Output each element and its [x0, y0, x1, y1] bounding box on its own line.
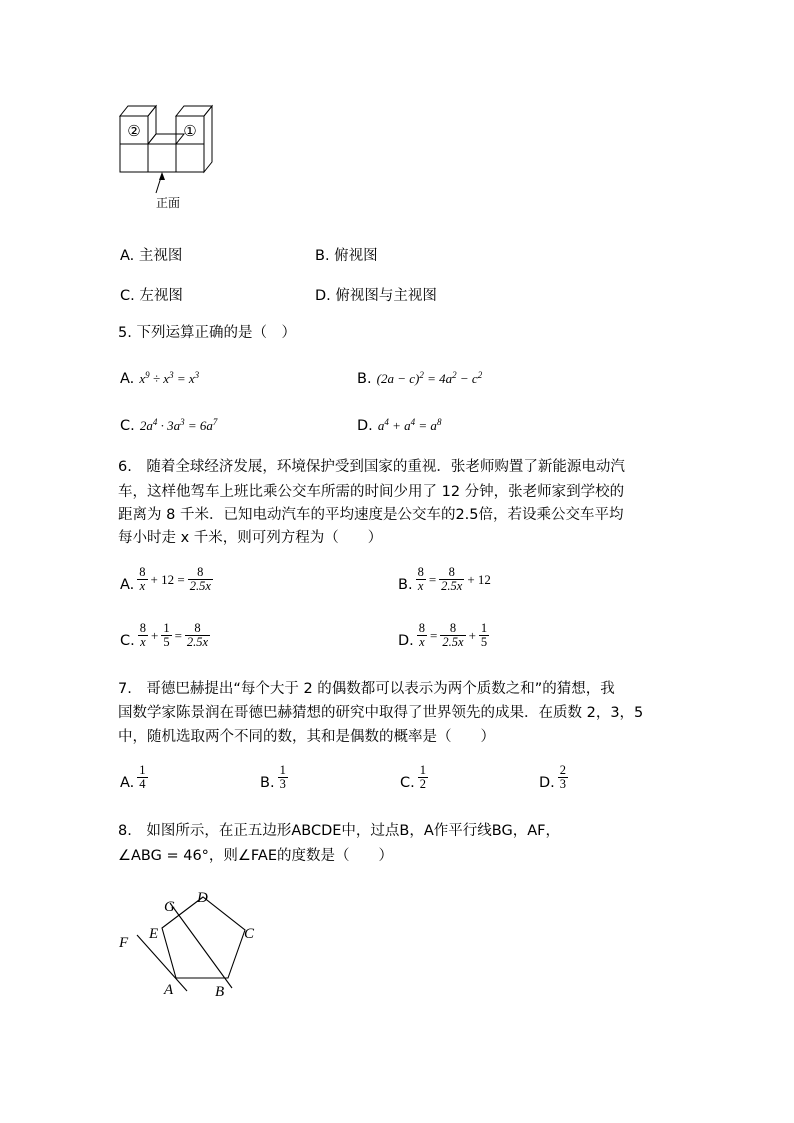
- q4-option-d: [315, 284, 437, 305]
- q7-option-b: [260, 764, 288, 791]
- fraction: $\frac{8}{2.5x}$: [441, 565, 463, 593]
- q4-option-b: [315, 244, 378, 265]
- fraction: $\frac{1}{4}$: [139, 763, 146, 791]
- option-letter: D.: [539, 775, 555, 791]
- fraction: $\frac{8}{x}$: [139, 621, 146, 649]
- q6-option-a: [120, 566, 213, 593]
- option-formula: $(2a - c)^2 = 4a^2 - c^2$: [376, 370, 483, 386]
- line-af: [137, 935, 187, 991]
- fraction: $\frac{1}{5}$: [480, 621, 488, 649]
- q6-stem-line4: 每小时走 x 千米，则可列方程为（ ）: [118, 530, 383, 546]
- q4-option-a: [120, 244, 182, 265]
- option-letter: B.: [315, 248, 330, 264]
- option-letter: A.: [120, 371, 135, 387]
- fraction: $\frac{8}{2.5x}$: [186, 621, 209, 649]
- option-letter: C.: [400, 775, 415, 791]
- fraction: $\frac{2}{3}$: [559, 763, 567, 791]
- q5-option-b: [357, 368, 482, 387]
- option-operator: + 12: [467, 571, 491, 587]
- q7-stem-line3: 中，随机选取两个不同的数，其和是偶数的概率是（ ）: [118, 729, 495, 745]
- option-text: 俯视图: [334, 248, 378, 264]
- q4-block-figure: [110, 100, 230, 215]
- fraction: $\frac{1}{5}$: [163, 621, 170, 649]
- option-operator: =: [174, 627, 182, 643]
- option-formula: $x^9 \div x^3 = x^3$: [139, 370, 200, 386]
- q7-option-a: [120, 764, 148, 791]
- q6-option-b: [398, 566, 491, 593]
- q6-stem-line2: 车，这样他驾车上班比乘公交车所需的时间少用了 12 分钟，张老师家到学校的: [118, 484, 625, 500]
- pentagon-figure: [110, 880, 280, 1010]
- q8-stem-line2: ∠ABG = 46°，则∠FAE的度数是（ ）: [118, 848, 394, 864]
- fraction: $\frac{1}{2}$: [419, 763, 426, 791]
- option-text: 主视图: [138, 248, 183, 264]
- q4-option-c: [120, 284, 183, 305]
- option-letter: C.: [120, 288, 135, 304]
- option-letter: D.: [357, 418, 373, 434]
- block-left-label: ②: [127, 122, 141, 140]
- q8-stem-line1: 8. 如图所示，在正五边形ABCDE中，过点B，A作平行线BG，AF，: [118, 823, 560, 839]
- option-formula: $a^4 + a^4 = a^8$: [377, 417, 442, 433]
- option-operator: =: [430, 627, 438, 643]
- option-operator: +: [150, 627, 159, 643]
- option-operator: =: [428, 571, 437, 587]
- q7-stem-line1: 7. 哥德巴赫提出“每个大于 2 的偶数都可以表示为两个质数之和”的猜想，我: [118, 681, 615, 697]
- q5-option-a: [120, 368, 199, 387]
- label-f: F: [119, 935, 129, 951]
- fraction: $\frac{8}{2.5x}$: [442, 621, 464, 649]
- option-letter: A.: [120, 577, 135, 593]
- q6-stem-line1: 6. 随着全球经济发展，环境保护受到国家的重视．张老师购置了新能源电动汽: [118, 459, 625, 475]
- fraction: $\frac{8}{x}$: [417, 565, 424, 593]
- label-b: B: [215, 984, 225, 1000]
- option-operator: +: [468, 627, 476, 643]
- option-text: 左视图: [139, 288, 183, 304]
- q5-option-c: [120, 415, 217, 434]
- option-letter: D.: [315, 288, 331, 304]
- label-d: D: [197, 890, 208, 906]
- q5-stem: 5. 下列运算正确的是（ ）: [118, 325, 296, 341]
- fraction: $\frac{1}{3}$: [279, 763, 286, 791]
- option-letter: B.: [398, 577, 413, 593]
- block-right-label: ①: [183, 122, 197, 140]
- q6-option-c: [120, 622, 210, 649]
- option-formula: $2a^4 \cdot 3a^3 = 6a^7$: [139, 417, 218, 433]
- q7-stem-line2: 国数学家陈景润在哥德巴赫猜想的研究中取得了世界领先的成果．在质数 2，3，5: [118, 705, 644, 721]
- option-letter: A.: [120, 775, 135, 791]
- label-g: G: [164, 899, 175, 915]
- option-letter: D.: [398, 633, 414, 649]
- q7-option-d: [539, 764, 568, 791]
- line-bg: [170, 903, 232, 988]
- q5-option-d: [357, 415, 441, 434]
- option-letter: B.: [260, 775, 275, 791]
- option-letter: C.: [120, 418, 135, 434]
- front-label: 正面: [155, 196, 181, 210]
- q6-stem-line3: 距离为 8 千米．已知电动汽车的平均速度是公交车的2.5倍，若设乘公交车平均: [118, 507, 624, 523]
- q7-option-c: [400, 764, 428, 791]
- option-operator: + 12 =: [150, 571, 185, 587]
- fraction: $\frac{8}{x}$: [139, 565, 146, 593]
- label-e: E: [149, 926, 159, 942]
- fraction: $\frac{8}{x}$: [418, 621, 426, 649]
- option-letter: C.: [120, 633, 135, 649]
- option-letter: B.: [357, 371, 372, 387]
- label-c: C: [244, 926, 255, 942]
- label-a: A: [164, 982, 174, 998]
- option-text: 俯视图与主视图: [335, 288, 437, 304]
- q6-option-d: [398, 622, 489, 649]
- option-letter: A.: [120, 248, 135, 264]
- fraction: $\frac{8}{2.5x}$: [189, 565, 211, 593]
